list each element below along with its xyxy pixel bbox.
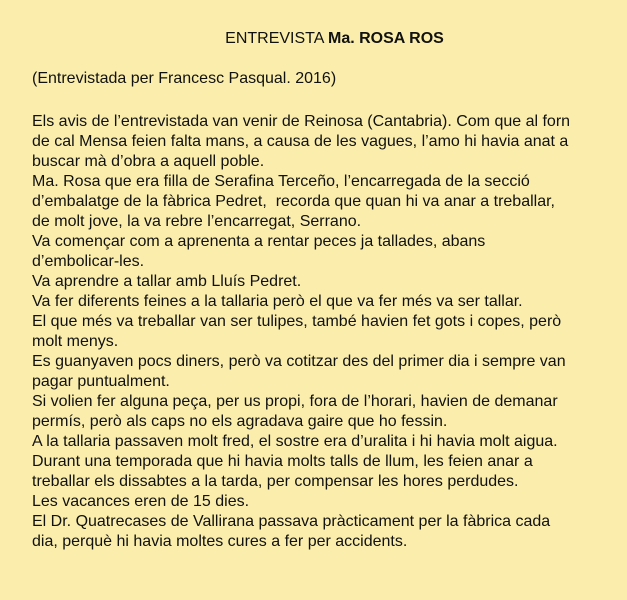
body-line: permís, però als caps no els agradava gaire que ho fessin. [32, 413, 448, 430]
body-line: d’embalatge de la fàbrica Pedret, recorda que quan hi va anar a treballar, [32, 193, 555, 210]
document-title [32, 28, 627, 50]
interview-body [32, 112, 627, 552]
body-line: dia, perquè hi havia moltes cures a fer per accidents. [32, 533, 408, 550]
body-line: Va fer diferents feines a la tallaria però el que va fer més va ser tallar. [32, 293, 523, 310]
body-line: buscar mà d’obra a aquell poble. [32, 153, 265, 170]
body-line: A la tallaria passaven molt fred, el sostre era d’uralita i hi havia molt aigua. [32, 433, 558, 450]
interviewee-name: Ma. ROSA ROS [327, 30, 444, 47]
body-line: pagar puntualment. [32, 373, 170, 390]
body-line: Ma. Rosa que era filla de Serafina Terceño, l’encarregada de la secció [32, 173, 530, 190]
body-line: Les vacances eren de 15 dies. [32, 493, 250, 510]
body-line: molt menys. [32, 333, 119, 350]
body-line: treballar els dissabtes a la tarda, per compensar les hores perdudes. [32, 473, 519, 490]
body-line: El Dr. Quatrecases de Vallirana passava pràcticament per la fàbrica cada [32, 513, 551, 530]
body-line: de cal Mensa feien falta mans, a causa de les vagues, l’amo hi havia anat a [32, 133, 569, 150]
body-line: de molt jove, la va rebre l’encarregat, Serrano. [32, 213, 362, 230]
body-line: d’embolicar-les. [32, 253, 145, 270]
interview-credit: (Entrevistada per Francesc Pasqual. 2016) [32, 70, 337, 87]
body-line: Va aprendre a tallar amb Lluís Pedret. [32, 273, 302, 290]
body-line: El que més va treballar van ser tulipes, també havien fet gots i copes, però [32, 313, 562, 330]
body-line: Els avis de l’entrevistada van venir de Reinosa (Cantabria). Com que al forn [32, 113, 571, 130]
body-line: Durant una temporada que hi havia molts talls de llum, les feien anar a [32, 453, 533, 470]
title-prefix: ENTREVISTA [225, 30, 328, 47]
body-line: Es guanyaven pocs diners, però va cotitzar des del primer dia i sempre van [32, 353, 566, 370]
body-line: Va començar com a aprenenta a rentar peces ja tallades, abans [32, 233, 486, 250]
body-line: Si volien fer alguna peça, per us propi, fora de l’horari, havien de demanar [32, 393, 558, 410]
